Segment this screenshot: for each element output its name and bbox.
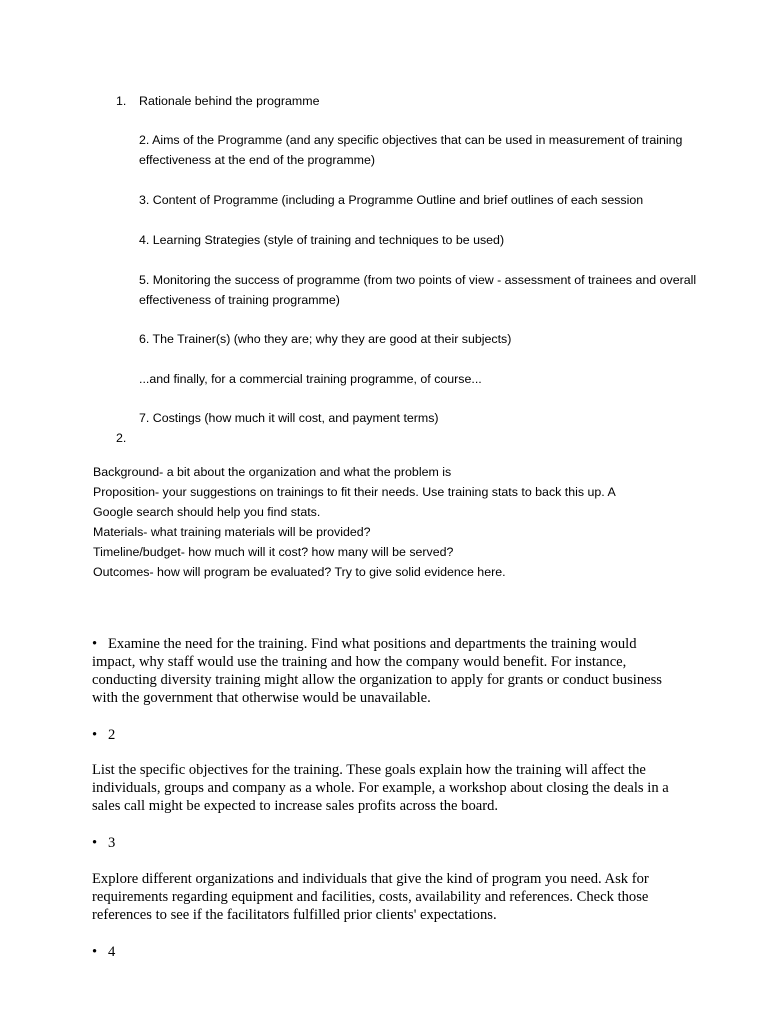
outline-sub-item-monitoring: 5. Monitoring the success of programme (from two points of view - assessment of trainees and overall effectiveness of training programme) [139, 273, 697, 307]
proposal-background-line: Background- a bit about the organization and what the problem is [93, 465, 452, 479]
outline-item-2-marker: 2. [116, 431, 127, 445]
step-3-bullet [92, 834, 682, 852]
step-1-paragraph [92, 635, 680, 707]
proposal-outcomes-line: Outcomes- how will program be evaluated? Try to give solid evidence here. [93, 565, 506, 579]
step-3-paragraph: Explore different organizations and individuals that give the kind of program you need. Ask for requirements regarding equipment and facilities, costs, availability and references. Check those references to see if the facilitators fulfilled prior clients' expectations. [92, 871, 649, 923]
proposal-materials-line: Materials- what training materials will be provided? [93, 525, 371, 539]
step-1-text: Examine the need for the training. Find what positions and departments the training would impact, why staff would use the training and how the company would benefit. For instance, conducting diversity training might allow the organization to apply for grants or conduct business with the government that otherwise would be unavailable. [92, 636, 662, 706]
step-2-marker: 2 [108, 727, 116, 743]
step-2-paragraph: List the specific objectives for the training. These goals explain how the training will affect the individuals, groups and company as a whole. For example, a workshop about closing the deals in a sales call might be expected to increase sales profits across the board. [92, 762, 669, 814]
step-4-marker: 4 [108, 944, 116, 960]
step-2-bullet [92, 726, 682, 744]
outline-item-1-text: Rationale behind the programme [139, 94, 320, 108]
outline-sub-item-aims: 2. Aims of the Programme (and any specific objectives that can be used in measurement of training effectiveness at the end of the programme) [139, 133, 683, 167]
bullet-icon: • [92, 636, 98, 652]
proposal-timeline-line: Timeline/budget- how much will it cost? how many will be served? [93, 545, 454, 559]
outline-sub-item-finally: ...and finally, for a commercial training programme, of course... [139, 372, 482, 386]
bullet-icon: • [92, 835, 98, 851]
outline-sub-item-trainer: 6. The Trainer(s) (who they are; why they are good at their subjects) [139, 332, 512, 346]
outline-item-1-marker: 1. [116, 94, 127, 108]
proposal-proposition-line: Proposition- your suggestions on trainings to fit their needs. Use training stats to back this up. A Google search should help you find stats. [93, 485, 616, 519]
outline-sub-item-costings: 7. Costings (how much it will cost, and payment terms) [139, 411, 439, 425]
outline-sub-item-content: 3. Content of Programme (including a Programme Outline and brief outlines of each session [139, 193, 644, 207]
step-4-bullet [92, 943, 682, 961]
step-3-marker: 3 [108, 835, 116, 851]
proposal-components [93, 462, 683, 582]
outline-sub-item-learning: 4. Learning Strategies (style of training and techniques to be used) [139, 233, 505, 247]
bullet-icon: • [92, 944, 98, 960]
bullet-icon: • [92, 727, 98, 743]
